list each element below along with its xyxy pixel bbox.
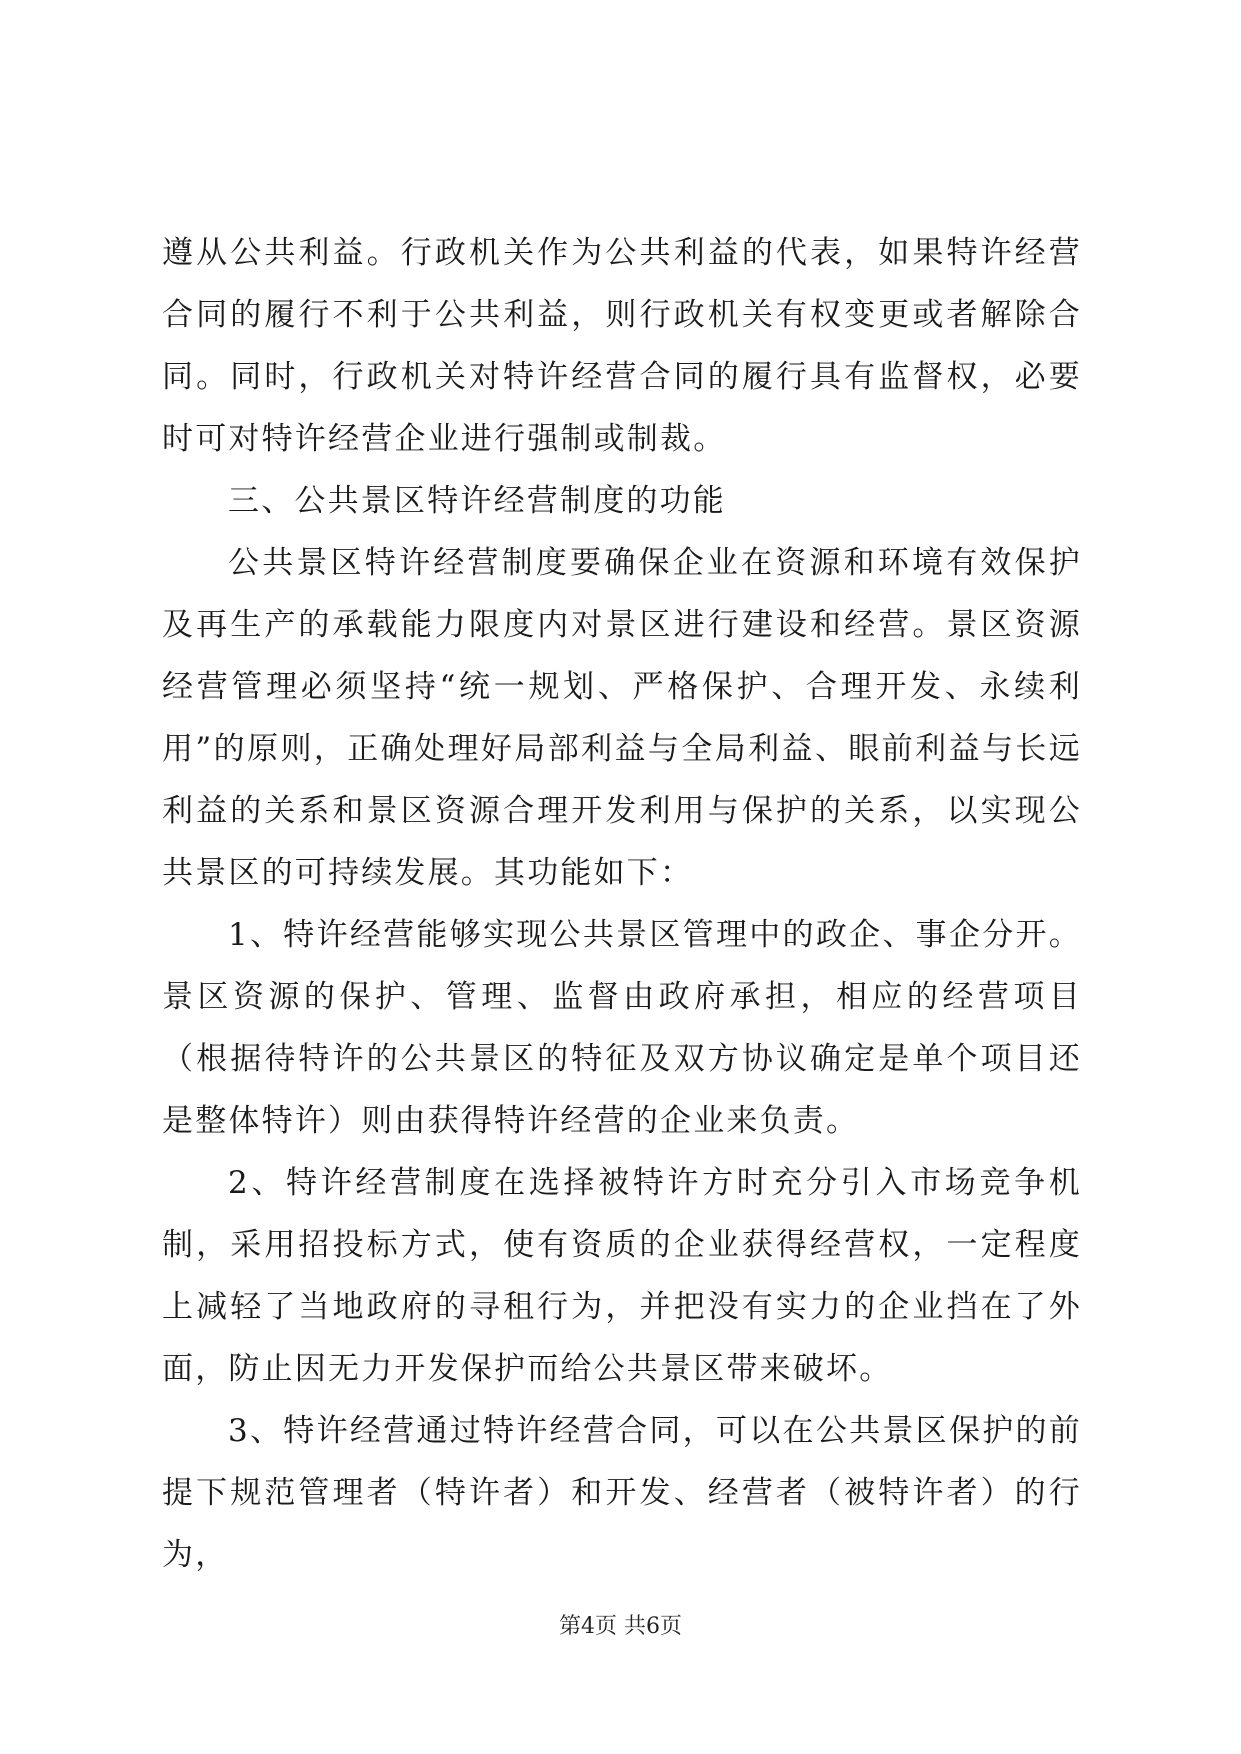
page-number-label: 第4页 共6页 (559, 1614, 682, 1639)
paragraph-intro: 公共景区特许经营制度要确保企业在资源和环境有效保护及再生产的承载能力限度内对景区进行建设和经营。景区资源经营管理必须坚持“统一规划、严格保护、合理开发、永续利用”的原则，正确处理好局部利益与全局利益、眼前利益与长远利益的关系和景区资源合理开发利用与保护的关系，以实现公共景区的可持续发展。其功能如下： (162, 545, 1082, 891)
section-heading: 三、公共景区特许经营制度的功能 (228, 483, 726, 519)
paragraph-item-1: 1、特许经营能够实现公共景区管理中的政企、事企分开。景区资源的保护、管理、监督由政府承担，相应的经营项目（根据待特许的公共景区的特征及双方协议确定是单个项目还是整体特许）则由获得特许经营的企业来负责。 (162, 917, 1082, 1139)
page-footer (0, 1612, 1241, 1642)
document-body (162, 222, 1082, 1586)
paragraph-continued: 遵从公共利益。行政机关作为公共利益的代表，如果特许经营合同的履行不利于公共利益，则行政机关有权变更或者解除合同。同时，行政机关对特许经营合同的履行具有监督权，必要时可对特许经营企业进行强制或制裁。 (162, 235, 1082, 457)
paragraph-item-3: 3、特许经营通过特许经营合同，可以在公共景区保护的前提下规范管理者（特许者）和开发、经营者（被特许者）的行为， (162, 1413, 1082, 1573)
paragraph-item-2: 2、特许经营制度在选择被特许方时充分引入市场竞争机制，采用招投标方式，使有资质的企业获得经营权，一定程度上减轻了当地政府的寻租行为，并把没有实力的企业挡在了外面，防止因无力开发保护而给公共景区带来破坏。 (162, 1165, 1082, 1387)
